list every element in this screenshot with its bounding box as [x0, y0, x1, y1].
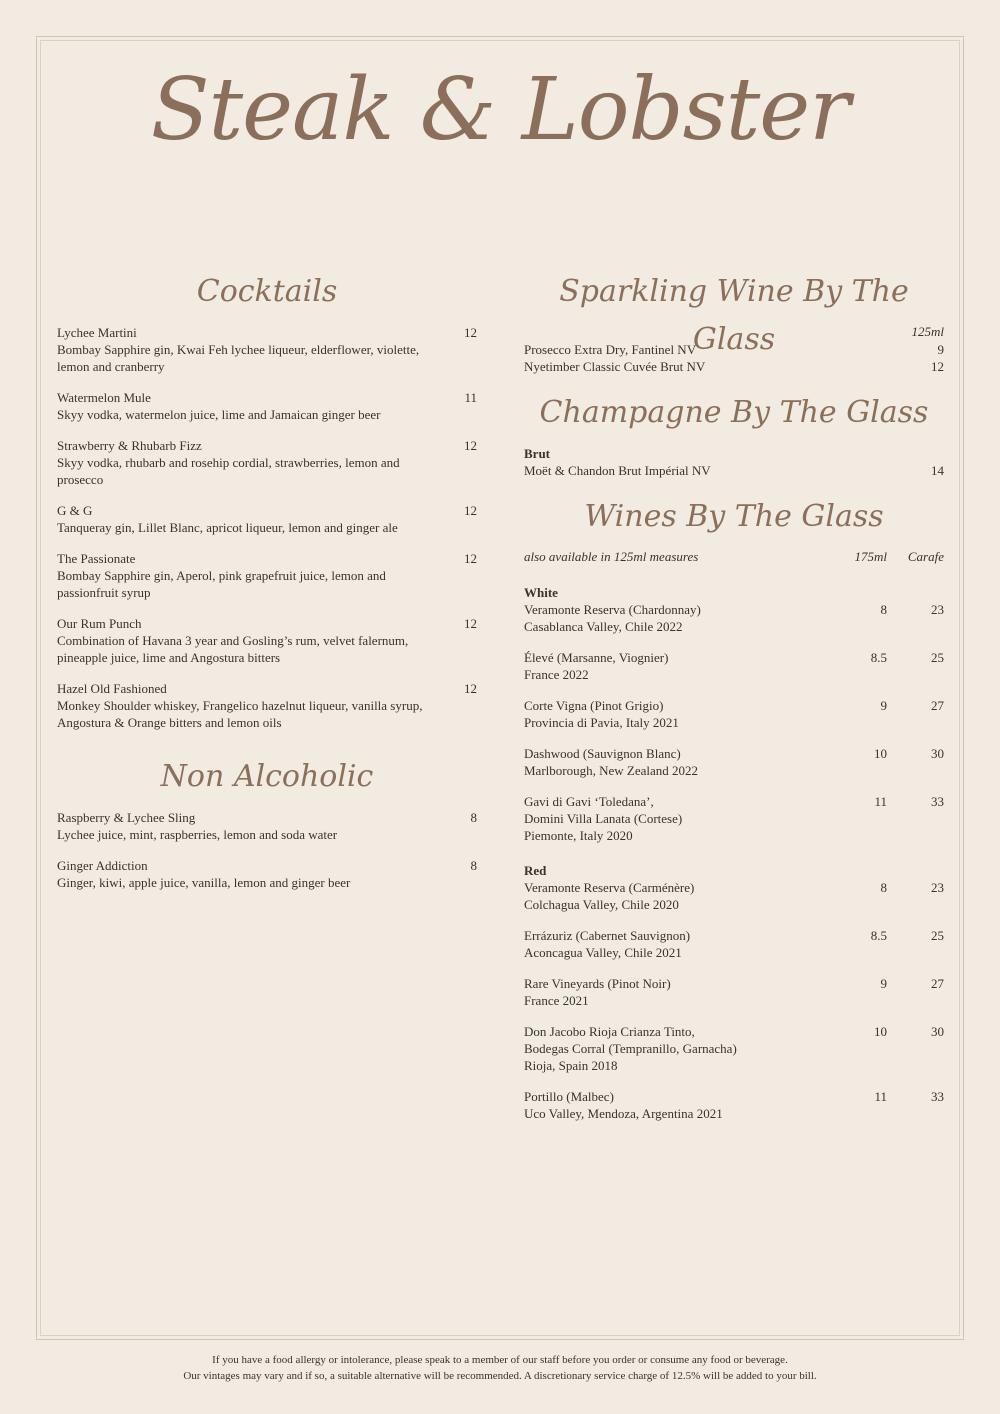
wine-line: Dashwood (Sauvignon Blanc)	[524, 746, 681, 761]
non-alcoholic-list	[57, 809, 477, 891]
non-alcoholic-title: Non Alcoholic	[160, 759, 374, 794]
carafe-price: 23	[931, 880, 944, 895]
item-name: Watermelon Mule	[57, 390, 151, 405]
brand-logo: Steak & Lobster	[150, 60, 850, 160]
wine-line: Élevé (Marsanne, Viognier)	[524, 650, 669, 665]
wine-line: Errázuriz (Cabernet Sauvignon)	[524, 928, 691, 943]
wine-line: Colchagua Valley, Chile 2020	[524, 897, 679, 912]
wines-note: also available in 125ml measures	[524, 549, 699, 564]
item-description: Monkey Shoulder whiskey, Frangelico hazelnut liqueur, vanilla syrup, Angostura & Orange bitters and lemon oils	[57, 698, 423, 730]
item-description: Lychee juice, mint, raspberries, lemon and soda water	[57, 827, 338, 842]
wine-row	[524, 793, 944, 844]
right-column	[524, 268, 944, 1136]
wine-line: Domini Villa Lanata (Cortese)	[524, 811, 683, 826]
wine-line: Aconcagua Valley, Chile 2021	[524, 945, 682, 960]
red-subhead: Red	[524, 863, 547, 878]
wine-row	[524, 1023, 944, 1074]
item-price: 11	[464, 390, 477, 405]
wine-line: France 2022	[524, 667, 589, 682]
wine-price: 9	[937, 342, 944, 357]
menu-item	[57, 680, 477, 731]
carafe-price: 27	[931, 976, 944, 991]
champagne-list	[524, 462, 944, 479]
menu-item	[57, 502, 477, 536]
item-price: 12	[464, 325, 477, 340]
wine-line: Don Jacobo Rioja Crianza Tinto,	[524, 1024, 695, 1039]
wine-row	[524, 462, 944, 479]
item-price: 12	[464, 438, 477, 453]
cocktails-title: Cocktails	[196, 274, 338, 309]
menu-item	[57, 437, 477, 488]
cocktails-list	[57, 324, 477, 731]
glass-price: 8.5	[870, 928, 887, 943]
white-subhead: White	[524, 585, 558, 600]
footer-notice	[0, 1352, 1000, 1384]
glass-price: 10	[874, 746, 887, 761]
item-name: The Passionate	[57, 551, 136, 566]
wine-row	[524, 601, 944, 635]
wine-line: Rare Vineyards (Pinot Noir)	[524, 976, 671, 991]
item-description: Combination of Havana 3 year and Gosling’s rum, velvet falernum, pineapple juice, lime and Angostura bitters	[57, 633, 409, 665]
carafe-price: 25	[931, 928, 944, 943]
sparkling-title: Sparkling Wine By The Glass	[559, 274, 909, 357]
glass-price: 10	[874, 1024, 887, 1039]
menu-item	[57, 857, 477, 891]
footer-line-2: Our vintages may vary and if so, a suitable alternative will be recommended. A discretionary service charge of 12.5% will be added to your bill.	[183, 1370, 817, 1382]
wine-line: Portillo (Malbec)	[524, 1089, 614, 1104]
carafe-price: 30	[931, 746, 944, 761]
wine-line: Corte Vigna (Pinot Grigio)	[524, 698, 664, 713]
wine-line: Marlborough, New Zealand 2022	[524, 763, 699, 778]
item-name: Hazel Old Fashioned	[57, 681, 167, 696]
carafe-price: 25	[931, 650, 944, 665]
item-price: 12	[464, 503, 477, 518]
wines-title: Wines By The Glass	[584, 499, 884, 534]
wine-row	[524, 975, 944, 1009]
wine-row	[524, 697, 944, 731]
menu-item	[57, 615, 477, 666]
item-description: Ginger, kiwi, apple juice, vanilla, lemon and ginger beer	[57, 875, 351, 890]
wine-price: 12	[931, 359, 944, 374]
item-name: Lychee Martini	[57, 325, 137, 340]
wine-row	[524, 358, 944, 375]
wine-name: Prosecco Extra Dry, Fantinel NV	[524, 342, 697, 357]
champagne-title: Champagne By The Glass	[539, 395, 929, 430]
wine-line: Veramonte Reserva (Carménère)	[524, 880, 695, 895]
item-name: Raspberry & Lychee Sling	[57, 810, 196, 825]
wine-line: Piemonte, Italy 2020	[524, 828, 633, 843]
item-description: Skyy vodka, watermelon juice, lime and Jamaican ginger beer	[57, 407, 381, 422]
wine-line: Gavi di Gavi ‘Toledana’,	[524, 794, 654, 809]
item-price: 12	[464, 616, 477, 631]
white-wine-list	[524, 601, 944, 844]
item-price: 12	[464, 551, 477, 566]
menu-item	[57, 324, 477, 375]
glass-price: 8.5	[870, 650, 887, 665]
wine-row	[524, 341, 944, 358]
item-description: Bombay Sapphire gin, Aperol, pink grapefruit juice, lemon and passionfruit syrup	[57, 568, 386, 600]
wine-price: 14	[931, 463, 944, 478]
sparkling-list	[524, 341, 944, 375]
red-wine-list	[524, 879, 944, 1122]
wine-name: Moët & Chandon Brut Impérial NV	[524, 463, 711, 478]
item-name: Ginger Addiction	[57, 858, 148, 873]
item-description: Tanqueray gin, Lillet Blanc, apricot liqueur, lemon and ginger ale	[57, 520, 398, 535]
wine-name: Nyetimber Classic Cuvée Brut NV	[524, 359, 706, 374]
glass-price: 9	[880, 976, 887, 991]
carafe-price: 23	[931, 602, 944, 617]
carafe-price: 33	[931, 1089, 944, 1104]
wine-line: Provincia di Pavia, Italy 2021	[524, 715, 679, 730]
sparkling-measure: 125ml	[911, 324, 944, 339]
wine-line: France 2021	[524, 993, 589, 1008]
wine-line: Casablanca Valley, Chile 2022	[524, 619, 683, 634]
wines-header-row	[524, 549, 944, 566]
wine-row	[524, 927, 944, 961]
left-column	[57, 268, 477, 905]
footer-line-1: If you have a food allergy or intolerance, please speak to a member of our staff before you order or consume any food or beverage.	[212, 1354, 788, 1366]
wine-line: Uco Valley, Mendoza, Argentina 2021	[524, 1106, 723, 1121]
wine-row	[524, 879, 944, 913]
sparkling-measure-row	[524, 324, 944, 341]
wines-col-carafe: Carafe	[907, 549, 944, 564]
wine-row	[524, 649, 944, 683]
wine-row	[524, 1088, 944, 1122]
glass-price: 8	[880, 880, 887, 895]
wine-line: Bodegas Corral (Tempranillo, Garnacha)	[524, 1041, 737, 1056]
glass-price: 9	[880, 698, 887, 713]
wines-col-glass: 175ml	[854, 549, 887, 564]
menu-item	[57, 809, 477, 843]
carafe-price: 27	[931, 698, 944, 713]
item-name: G & G	[57, 503, 93, 518]
glass-price: 11	[874, 1089, 887, 1104]
item-price: 12	[464, 681, 477, 696]
item-name: Our Rum Punch	[57, 616, 142, 631]
carafe-price: 30	[931, 1024, 944, 1039]
item-description: Skyy vodka, rhubarb and rosehip cordial, strawberries, lemon and prosecco	[57, 455, 400, 487]
wine-line: Veramonte Reserva (Chardonnay)	[524, 602, 701, 617]
wine-row	[524, 745, 944, 779]
glass-price: 8	[880, 602, 887, 617]
menu-item	[57, 389, 477, 423]
champagne-subhead: Brut	[524, 446, 550, 461]
item-description: Bombay Sapphire gin, Kwai Feh lychee liqueur, elderflower, violette, lemon and cranberry	[57, 342, 420, 374]
glass-price: 11	[874, 794, 887, 809]
item-price: 8	[470, 810, 477, 825]
carafe-price: 33	[931, 794, 944, 809]
wine-line: Rioja, Spain 2018	[524, 1058, 618, 1073]
item-name: Strawberry & Rhubarb Fizz	[57, 438, 202, 453]
menu-item	[57, 550, 477, 601]
item-price: 8	[470, 858, 477, 873]
